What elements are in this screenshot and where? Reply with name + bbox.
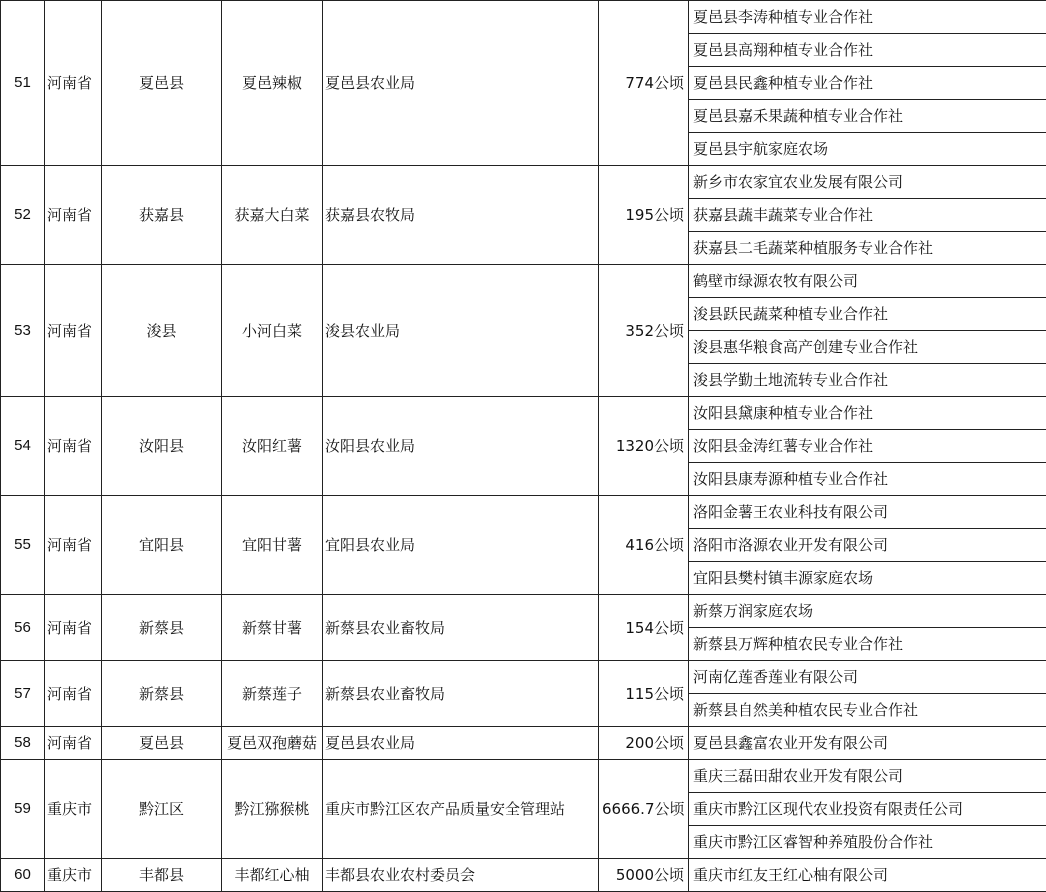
province-cell: 河南省 [45, 265, 102, 397]
county-cell: 黔江区 [102, 760, 222, 859]
area-cell: 774公顷 [599, 1, 689, 166]
product-cell: 小河白菜 [222, 265, 323, 397]
organization-cell: 重庆市黔江区睿智种养殖股份合作社 [689, 826, 1046, 859]
table-body [1, 1, 1046, 892]
organization-cell: 夏邑县民鑫种植专业合作社 [689, 67, 1046, 100]
province-cell: 重庆市 [45, 760, 102, 859]
organization-cell: 河南亿莲香莲业有限公司 [689, 661, 1046, 694]
area-cell: 195公顷 [599, 166, 689, 265]
county-cell: 夏邑县 [102, 1, 222, 166]
product-cell: 宜阳甘薯 [222, 496, 323, 595]
agency-cell: 宜阳县农业局 [323, 496, 599, 595]
row-number: 52 [1, 166, 45, 265]
product-cell: 夏邑双孢蘑菇 [222, 727, 323, 760]
product-cell: 获嘉大白菜 [222, 166, 323, 265]
organization-cell: 重庆三磊田甜农业开发有限公司 [689, 760, 1046, 793]
county-cell: 浚县 [102, 265, 222, 397]
row-number: 55 [1, 496, 45, 595]
row-number: 53 [1, 265, 45, 397]
organization-cell: 夏邑县李涛种植专业合作社 [689, 1, 1046, 34]
table-row [1, 859, 1046, 892]
province-cell: 河南省 [45, 166, 102, 265]
organization-cell: 洛阳金薯王农业科技有限公司 [689, 496, 1046, 529]
table-row [1, 661, 1046, 694]
county-cell: 宜阳县 [102, 496, 222, 595]
table-row [1, 166, 1046, 199]
organization-cell: 重庆市红友王红心柚有限公司 [689, 859, 1046, 892]
row-number: 58 [1, 727, 45, 760]
county-cell: 丰都县 [102, 859, 222, 892]
organization-cell: 新乡市农家宜农业发展有限公司 [689, 166, 1046, 199]
product-cell: 丰都红心柚 [222, 859, 323, 892]
agency-cell: 重庆市黔江区农产品质量安全管理站 [323, 760, 599, 859]
product-cell: 汝阳红薯 [222, 397, 323, 496]
province-cell: 重庆市 [45, 859, 102, 892]
area-cell: 154公顷 [599, 595, 689, 661]
organization-cell: 鹤壁市绿源农牧有限公司 [689, 265, 1046, 298]
table-row [1, 397, 1046, 430]
organization-cell: 汝阳县康寿源种植专业合作社 [689, 463, 1046, 496]
agency-cell: 夏邑县农业局 [323, 727, 599, 760]
agency-cell: 新蔡县农业畜牧局 [323, 661, 599, 727]
province-cell: 河南省 [45, 1, 102, 166]
province-cell: 河南省 [45, 727, 102, 760]
table-row [1, 1, 1046, 34]
organization-cell: 夏邑县高翔种植专业合作社 [689, 34, 1046, 67]
row-number: 51 [1, 1, 45, 166]
organization-cell: 浚县惠华粮食高产创建专业合作社 [689, 331, 1046, 364]
province-cell: 河南省 [45, 397, 102, 496]
organization-cell: 浚县跃民蔬菜种植专业合作社 [689, 298, 1046, 331]
agency-cell: 新蔡县农业畜牧局 [323, 595, 599, 661]
organization-cell: 新蔡县自然美种植农民专业合作社 [689, 694, 1046, 727]
organization-cell: 新蔡万润家庭农场 [689, 595, 1046, 628]
area-cell: 115公顷 [599, 661, 689, 727]
organization-cell: 洛阳市洛源农业开发有限公司 [689, 529, 1046, 562]
product-cell: 新蔡甘薯 [222, 595, 323, 661]
row-number: 54 [1, 397, 45, 496]
county-cell: 汝阳县 [102, 397, 222, 496]
county-cell: 新蔡县 [102, 595, 222, 661]
table-row [1, 727, 1046, 760]
area-cell: 1320公顷 [599, 397, 689, 496]
area-cell: 416公顷 [599, 496, 689, 595]
organization-cell: 宜阳县樊村镇丰源家庭农场 [689, 562, 1046, 595]
product-cell: 夏邑辣椒 [222, 1, 323, 166]
province-cell: 河南省 [45, 661, 102, 727]
row-number: 59 [1, 760, 45, 859]
province-cell: 河南省 [45, 496, 102, 595]
organization-cell: 获嘉县二毛蔬菜种植服务专业合作社 [689, 232, 1046, 265]
organization-cell: 汝阳县金涛红薯专业合作社 [689, 430, 1046, 463]
county-cell: 获嘉县 [102, 166, 222, 265]
organization-cell: 新蔡县万辉种植农民专业合作社 [689, 628, 1046, 661]
organization-cell: 夏邑县宇航家庭农场 [689, 133, 1046, 166]
organization-cell: 浚县学勤土地流转专业合作社 [689, 364, 1046, 397]
county-cell: 新蔡县 [102, 661, 222, 727]
product-cell: 黔江猕猴桃 [222, 760, 323, 859]
organization-cell: 重庆市黔江区现代农业投资有限责任公司 [689, 793, 1046, 826]
area-cell: 5000公顷 [599, 859, 689, 892]
area-cell: 200公顷 [599, 727, 689, 760]
organization-cell: 夏邑县鑫富农业开发有限公司 [689, 727, 1046, 760]
agency-cell: 浚县农业局 [323, 265, 599, 397]
table-row [1, 265, 1046, 298]
county-cell: 夏邑县 [102, 727, 222, 760]
province-cell: 河南省 [45, 595, 102, 661]
row-number: 60 [1, 859, 45, 892]
row-number: 56 [1, 595, 45, 661]
organization-cell: 获嘉县蔬丰蔬菜专业合作社 [689, 199, 1046, 232]
area-cell: 6666.7公顷 [599, 760, 689, 859]
agency-cell: 夏邑县农业局 [323, 1, 599, 166]
table-row [1, 595, 1046, 628]
area-cell: 352公顷 [599, 265, 689, 397]
table-row [1, 496, 1046, 529]
organization-cell: 夏邑县嘉禾果蔬种植专业合作社 [689, 100, 1046, 133]
product-cell: 新蔡莲子 [222, 661, 323, 727]
row-number: 57 [1, 661, 45, 727]
table-row [1, 760, 1046, 793]
organization-cell: 汝阳县黛康种植专业合作社 [689, 397, 1046, 430]
agency-cell: 获嘉县农牧局 [323, 166, 599, 265]
agency-cell: 汝阳县农业局 [323, 397, 599, 496]
agency-cell: 丰都县农业农村委员会 [323, 859, 599, 892]
